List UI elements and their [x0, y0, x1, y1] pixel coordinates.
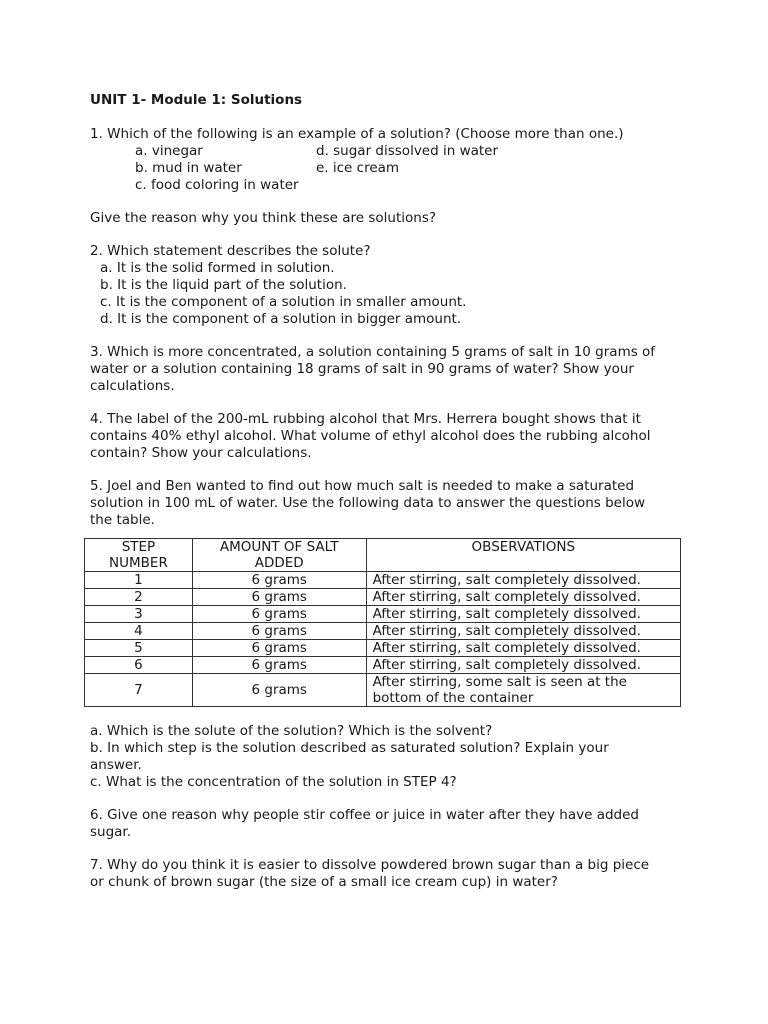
table-row: [85, 623, 681, 640]
question-6-line-1: 6. Give one reason why people stir coffee or juice in water after they have added: [90, 807, 639, 823]
amount-cell: 6 grams: [192, 657, 366, 674]
choice-e: e. ice cream: [316, 160, 400, 176]
step-cell: 5: [85, 640, 193, 657]
choice-d: d. sugar dissolved in water: [316, 143, 499, 159]
question-5-line-2: solution in 100 mL of water. Use the following data to answer the questions below: [90, 495, 646, 511]
step-cell: 4: [85, 623, 193, 640]
observation-cell: After stirring, salt completely dissolved.: [366, 589, 680, 606]
choice-c: c. food coloring in water: [135, 177, 299, 193]
question-5-line-1: 5. Joel and Ben wanted to find out how much salt is needed to make a saturated: [90, 478, 635, 494]
question-7-line-1: 7. Why do you think it is easier to dissolve powdered brown sugar than a big piece: [90, 857, 650, 873]
header-amount-of-salt: AMOUNT OF SALT ADDED: [192, 539, 366, 572]
question-2: 2. Which statement describes the solute?: [90, 243, 371, 259]
question-2-option-b: b. It is the liquid part of the solution.: [100, 277, 347, 293]
observation-cell: After stirring, salt completely dissolved.: [366, 572, 680, 589]
question-4-line-2: contains 40% ethyl alcohol. What volume of ethyl alcohol does the rubbing alcohol: [90, 428, 651, 444]
question-3-line-2: water or a solution containing 18 grams of salt in 90 grams of water? Show your: [90, 361, 634, 377]
question-1-choices: [90, 143, 690, 194]
step-cell: 1: [85, 572, 193, 589]
step-cell: 6: [85, 657, 193, 674]
observation-cell: After stirring, some salt is seen at the bottom of the container: [366, 674, 680, 707]
observation-cell: After stirring, salt completely dissolved.: [366, 657, 680, 674]
amount-cell: 6 grams: [192, 589, 366, 606]
choice-a: a. vinegar: [135, 143, 203, 159]
question-4-line-1: 4. The label of the 200-mL rubbing alcohol that Mrs. Herrera bought shows that it: [90, 411, 641, 427]
step-cell: 7: [85, 674, 193, 707]
choice-b: b. mud in water: [135, 160, 242, 176]
question-2-option-a: a. It is the solid formed in solution.: [100, 260, 335, 276]
observation-cell: After stirring, salt completely dissolved.: [366, 606, 680, 623]
question-2-option-c: c. It is the component of a solution in smaller amount.: [100, 294, 467, 310]
question-1: 1. Which of the following is an example of a solution? (Choose more than one.): [90, 126, 624, 142]
step-cell: 2: [85, 589, 193, 606]
worksheet-page: [90, 92, 690, 891]
question-2-option-d: d. It is the component of a solution in bigger amount.: [100, 311, 462, 327]
observation-cell: After stirring, salt completely dissolved.: [366, 623, 680, 640]
observation-cell: After stirring, salt completely dissolved.: [366, 640, 680, 657]
table-row: [85, 640, 681, 657]
table-row: [85, 606, 681, 623]
amount-cell: 6 grams: [192, 674, 366, 707]
question-3-line-3: calculations.: [90, 378, 175, 394]
question-7-line-2: or chunk of brown sugar (the size of a small ice cream cup) in water?: [90, 874, 558, 890]
header-step-number: STEP NUMBER: [85, 539, 193, 572]
table-header-row: [85, 539, 681, 572]
question-5b-line-2: answer.: [90, 757, 142, 773]
question-4-line-3: contain? Show your calculations.: [90, 445, 312, 461]
question-5b-line-1: b. In which step is the solution described as saturated solution? Explain your: [90, 740, 609, 756]
question-6-line-2: sugar.: [90, 824, 132, 840]
header-observations: OBSERVATIONS: [366, 539, 680, 572]
amount-cell: 6 grams: [192, 640, 366, 657]
page-title: UNIT 1- Module 1: Solutions: [90, 92, 303, 108]
table-row: [85, 589, 681, 606]
salt-data-table: [84, 538, 681, 707]
amount-cell: 6 grams: [192, 623, 366, 640]
question-5a: a. Which is the solute of the solution? Which is the solvent?: [90, 723, 493, 739]
step-cell: 3: [85, 606, 193, 623]
amount-cell: 6 grams: [192, 606, 366, 623]
table-row: [85, 657, 681, 674]
question-1-followup: Give the reason why you think these are solutions?: [90, 210, 437, 226]
question-5c: c. What is the concentration of the solution in STEP 4?: [90, 774, 457, 790]
table-row: [85, 674, 681, 707]
amount-cell: 6 grams: [192, 572, 366, 589]
table-row: [85, 572, 681, 589]
question-3-line-1: 3. Which is more concentrated, a solution containing 5 grams of salt in 10 grams of: [90, 344, 656, 360]
question-5-line-3: the table.: [90, 512, 155, 528]
